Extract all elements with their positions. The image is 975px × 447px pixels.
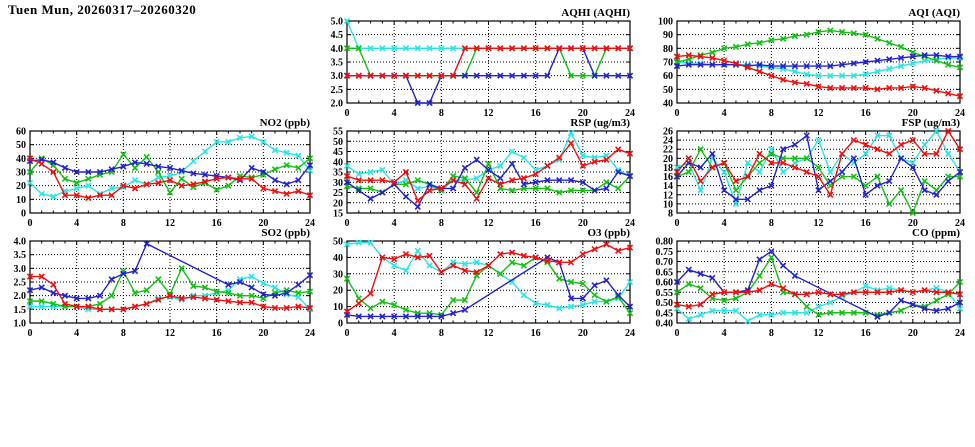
x-tick-label: 8 bbox=[768, 108, 774, 119]
y-tick-label: 10 bbox=[16, 194, 26, 206]
y-tick-label: 20 bbox=[333, 285, 343, 297]
y-tick-label: 30 bbox=[16, 167, 26, 179]
y-tick-label: 3.0 bbox=[330, 71, 343, 83]
y-tick-label: 100 bbox=[658, 16, 673, 28]
data-point-marker bbox=[521, 155, 526, 160]
data-point-marker bbox=[392, 263, 397, 268]
x-tick-label: 8 bbox=[438, 218, 444, 229]
y-tick-label: 18 bbox=[663, 162, 673, 174]
y-tick-label: 14 bbox=[663, 181, 673, 193]
y-tick-label: 10 bbox=[333, 302, 343, 314]
data-point-marker bbox=[946, 151, 951, 156]
y-tick-label: 0.50 bbox=[655, 298, 673, 309]
x-tick-label: 20 bbox=[577, 108, 588, 119]
data-point-marker bbox=[757, 169, 762, 174]
series-green bbox=[27, 266, 312, 309]
data-point-marker bbox=[415, 204, 420, 209]
x-tick-label: 8 bbox=[120, 328, 126, 339]
y-tick-label: 0.75 bbox=[655, 246, 673, 258]
data-point-marker bbox=[781, 263, 786, 268]
x-tick-label: 20 bbox=[907, 108, 918, 119]
y-tick-label: 40 bbox=[663, 98, 673, 110]
chart-rsp bbox=[317, 115, 644, 231]
x-tick-label: 20 bbox=[577, 328, 588, 339]
chart-title: SO2 (ppb) bbox=[261, 227, 310, 239]
x-tick-label: 0 bbox=[27, 218, 33, 229]
chart-title: NO2 (ppb) bbox=[259, 117, 310, 129]
y-tick-label: 8 bbox=[668, 208, 673, 220]
y-tick-label: 1.0 bbox=[13, 318, 26, 330]
y-tick-label: 3.5 bbox=[330, 57, 343, 69]
x-tick-label: 4 bbox=[74, 218, 80, 229]
data-point-marker bbox=[415, 248, 420, 253]
y-tick-label: 2.5 bbox=[330, 84, 343, 96]
y-tick-label: 60 bbox=[16, 126, 26, 138]
x-tick-label: 12 bbox=[483, 108, 494, 119]
x-tick-label: 16 bbox=[211, 218, 222, 229]
y-tick-label: 20 bbox=[663, 153, 673, 165]
data-point-marker bbox=[356, 296, 361, 301]
chart-title: CO (ppm) bbox=[912, 227, 960, 239]
data-point-marker bbox=[462, 165, 467, 170]
x-tick-label: 20 bbox=[577, 218, 588, 229]
y-tick-label: 22 bbox=[663, 144, 673, 156]
series-line bbox=[347, 160, 630, 207]
data-point-marker bbox=[132, 165, 137, 170]
x-tick-label: 12 bbox=[813, 218, 824, 229]
data-point-marker bbox=[368, 196, 373, 201]
data-point-marker bbox=[427, 263, 432, 268]
chart-aqhi bbox=[317, 5, 644, 121]
data-point-marker bbox=[109, 293, 114, 298]
y-tick-label: 70 bbox=[663, 57, 673, 69]
data-point-marker bbox=[757, 151, 762, 156]
data-point-marker bbox=[922, 142, 927, 147]
plot-o3 bbox=[317, 225, 644, 341]
x-tick-label: 12 bbox=[483, 328, 494, 339]
y-tick-label: 10 bbox=[663, 199, 673, 211]
data-point-marker bbox=[757, 273, 762, 278]
y-tick-label: 30 bbox=[333, 177, 343, 189]
chart-fsp bbox=[647, 115, 974, 231]
y-tick-label: 1.5 bbox=[13, 304, 26, 316]
x-tick-label: 24 bbox=[625, 328, 635, 339]
y-tick-label: 2.0 bbox=[13, 291, 26, 303]
x-tick-label: 12 bbox=[165, 328, 175, 339]
y-tick-label: 60 bbox=[663, 71, 673, 83]
y-tick-label: 40 bbox=[16, 153, 26, 165]
y-tick-label: 0.60 bbox=[655, 277, 673, 289]
y-tick-label: 3.0 bbox=[13, 263, 26, 275]
y-tick-label: 0.65 bbox=[655, 267, 673, 279]
data-point-marker bbox=[39, 161, 44, 166]
y-tick-label: 15 bbox=[333, 208, 343, 220]
data-point-marker bbox=[592, 293, 597, 298]
chart-o3 bbox=[317, 225, 644, 341]
x-tick-label: 12 bbox=[813, 108, 824, 119]
plot-no2 bbox=[0, 115, 324, 231]
plot-so2 bbox=[0, 225, 324, 341]
data-point-marker bbox=[109, 277, 114, 282]
chart-title: FSP (ug/m3) bbox=[901, 117, 960, 129]
data-point-marker bbox=[781, 169, 786, 174]
data-point-marker bbox=[51, 282, 56, 287]
data-point-marker bbox=[356, 301, 361, 306]
x-tick-label: 24 bbox=[305, 328, 315, 339]
series-line bbox=[30, 136, 310, 196]
data-point-marker bbox=[296, 282, 301, 287]
chart-title: O3 (ppb) bbox=[587, 227, 630, 239]
x-tick-label: 8 bbox=[120, 218, 126, 229]
y-tick-label: 0 bbox=[338, 318, 343, 330]
x-tick-label: 0 bbox=[344, 218, 350, 229]
x-tick-label: 0 bbox=[344, 328, 350, 339]
x-tick-label: 16 bbox=[860, 108, 871, 119]
chart-so2 bbox=[0, 225, 324, 341]
data-point-marker bbox=[898, 188, 903, 193]
data-point-marker bbox=[249, 285, 254, 290]
plot-rsp bbox=[317, 115, 644, 231]
x-tick-label: 8 bbox=[438, 108, 444, 119]
data-point-marker bbox=[403, 268, 408, 273]
y-tick-label: 0.40 bbox=[655, 318, 673, 330]
y-tick-label: 50 bbox=[663, 84, 673, 96]
x-tick-label: 0 bbox=[674, 108, 680, 119]
data-point-marker bbox=[368, 306, 373, 311]
y-tick-label: 40 bbox=[333, 252, 343, 264]
y-tick-label: 50 bbox=[16, 140, 26, 152]
x-tick-label: 16 bbox=[530, 218, 541, 229]
data-point-marker bbox=[733, 188, 738, 193]
y-tick-label: 40 bbox=[333, 157, 343, 169]
plot-aqhi bbox=[317, 5, 644, 121]
x-tick-label: 20 bbox=[907, 218, 918, 229]
plot-fsp bbox=[647, 115, 974, 231]
y-tick-label: 2.5 bbox=[13, 277, 26, 289]
y-tick-label: 0.55 bbox=[655, 287, 673, 299]
data-point-marker bbox=[451, 263, 456, 268]
axes bbox=[663, 127, 965, 230]
x-tick-label: 16 bbox=[860, 218, 871, 229]
y-tick-label: 80 bbox=[663, 43, 673, 55]
x-tick-label: 20 bbox=[258, 218, 269, 229]
data-point-marker bbox=[604, 278, 609, 283]
x-tick-label: 24 bbox=[625, 218, 635, 229]
series-red bbox=[27, 156, 312, 201]
y-tick-label: 90 bbox=[663, 30, 673, 42]
data-point-marker bbox=[592, 283, 597, 288]
x-tick-label: 0 bbox=[27, 328, 33, 339]
y-tick-label: 16 bbox=[663, 172, 673, 184]
x-tick-label: 8 bbox=[768, 218, 774, 229]
x-tick-label: 20 bbox=[907, 328, 918, 339]
y-tick-label: 55 bbox=[333, 126, 343, 138]
x-tick-label: 4 bbox=[74, 328, 80, 339]
y-tick-label: 26 bbox=[663, 126, 673, 138]
plot-co bbox=[647, 225, 974, 341]
data-point-marker bbox=[156, 277, 161, 282]
data-point-marker bbox=[179, 176, 184, 181]
data-point-marker bbox=[792, 273, 797, 278]
data-point-marker bbox=[568, 141, 573, 146]
y-tick-label: 0.45 bbox=[655, 308, 673, 320]
page-title: Tuen Mun, 20260317–20260320 bbox=[8, 2, 197, 17]
y-tick-label: 12 bbox=[663, 190, 673, 202]
plot-aqi bbox=[647, 5, 974, 121]
y-tick-label: 3.5 bbox=[13, 250, 26, 262]
x-tick-label: 0 bbox=[674, 218, 680, 229]
data-point-marker bbox=[498, 176, 503, 181]
chart-title: AQI (AQI) bbox=[908, 7, 960, 19]
data-point-marker bbox=[828, 179, 833, 184]
x-tick-label: 24 bbox=[955, 218, 965, 229]
x-tick-label: 12 bbox=[483, 218, 494, 229]
y-tick-label: 20 bbox=[16, 181, 26, 193]
data-point-marker bbox=[592, 247, 597, 252]
data-point-marker bbox=[439, 270, 444, 275]
y-tick-label: 0 bbox=[21, 208, 26, 220]
data-point-marker bbox=[521, 293, 526, 298]
y-tick-label: 50 bbox=[333, 136, 343, 148]
x-tick-label: 4 bbox=[721, 218, 727, 229]
data-point-marker bbox=[498, 271, 503, 276]
x-tick-label: 24 bbox=[625, 108, 635, 119]
x-tick-label: 12 bbox=[165, 218, 175, 229]
data-point-marker bbox=[934, 298, 939, 303]
y-tick-label: 4.0 bbox=[330, 43, 343, 55]
x-tick-label: 16 bbox=[211, 328, 222, 339]
x-tick-label: 16 bbox=[860, 328, 871, 339]
x-tick-label: 16 bbox=[530, 108, 541, 119]
axes bbox=[658, 17, 965, 120]
chart-aqi bbox=[647, 5, 974, 121]
data-point-marker bbox=[616, 186, 621, 191]
x-tick-label: 24 bbox=[955, 108, 965, 119]
axes bbox=[333, 127, 635, 230]
x-tick-label: 12 bbox=[813, 328, 824, 339]
x-tick-label: 20 bbox=[258, 328, 269, 339]
chart-title: RSP (ug/m3) bbox=[570, 117, 630, 129]
data-point-marker bbox=[202, 149, 207, 154]
data-point-marker bbox=[839, 169, 844, 174]
y-tick-label: 4.0 bbox=[13, 236, 26, 248]
x-tick-label: 4 bbox=[721, 328, 727, 339]
data-point-marker bbox=[403, 194, 408, 199]
x-tick-label: 16 bbox=[530, 328, 541, 339]
data-point-marker bbox=[144, 154, 149, 159]
x-tick-label: 4 bbox=[721, 108, 727, 119]
y-tick-label: 4.5 bbox=[330, 30, 343, 42]
x-tick-label: 8 bbox=[768, 328, 774, 339]
y-tick-label: 45 bbox=[333, 147, 343, 158]
data-point-marker bbox=[757, 160, 762, 165]
data-point-marker bbox=[474, 196, 479, 201]
x-tick-label: 4 bbox=[391, 328, 397, 339]
data-point-marker bbox=[698, 179, 703, 184]
y-tick-label: 5.0 bbox=[330, 16, 343, 28]
axes bbox=[331, 17, 636, 120]
x-tick-label: 0 bbox=[674, 328, 680, 339]
data-point-marker bbox=[580, 252, 585, 257]
y-tick-label: 25 bbox=[333, 188, 343, 199]
y-tick-label: 0.70 bbox=[655, 257, 673, 268]
data-point-marker bbox=[804, 304, 809, 309]
y-tick-label: 20 bbox=[333, 198, 343, 210]
x-tick-label: 24 bbox=[305, 218, 315, 229]
chart-co bbox=[647, 225, 974, 341]
y-tick-label: 0.80 bbox=[655, 236, 673, 248]
y-tick-label: 24 bbox=[663, 135, 673, 147]
y-tick-label: 2.0 bbox=[330, 98, 343, 110]
data-point-marker bbox=[816, 165, 821, 170]
y-tick-label: 30 bbox=[333, 269, 343, 281]
data-point-marker bbox=[946, 179, 951, 184]
axes bbox=[16, 127, 315, 230]
x-tick-label: 24 bbox=[955, 328, 965, 339]
chart-title: AQHI (AQHI) bbox=[561, 7, 630, 19]
x-tick-label: 8 bbox=[438, 328, 444, 339]
y-tick-label: 35 bbox=[333, 167, 343, 179]
x-tick-label: 0 bbox=[344, 108, 350, 119]
data-point-marker bbox=[509, 149, 514, 154]
chart-no2 bbox=[0, 115, 324, 231]
y-tick-label: 50 bbox=[333, 236, 343, 248]
x-tick-label: 4 bbox=[391, 218, 397, 229]
x-tick-label: 4 bbox=[391, 108, 397, 119]
data-point-marker bbox=[191, 158, 196, 163]
